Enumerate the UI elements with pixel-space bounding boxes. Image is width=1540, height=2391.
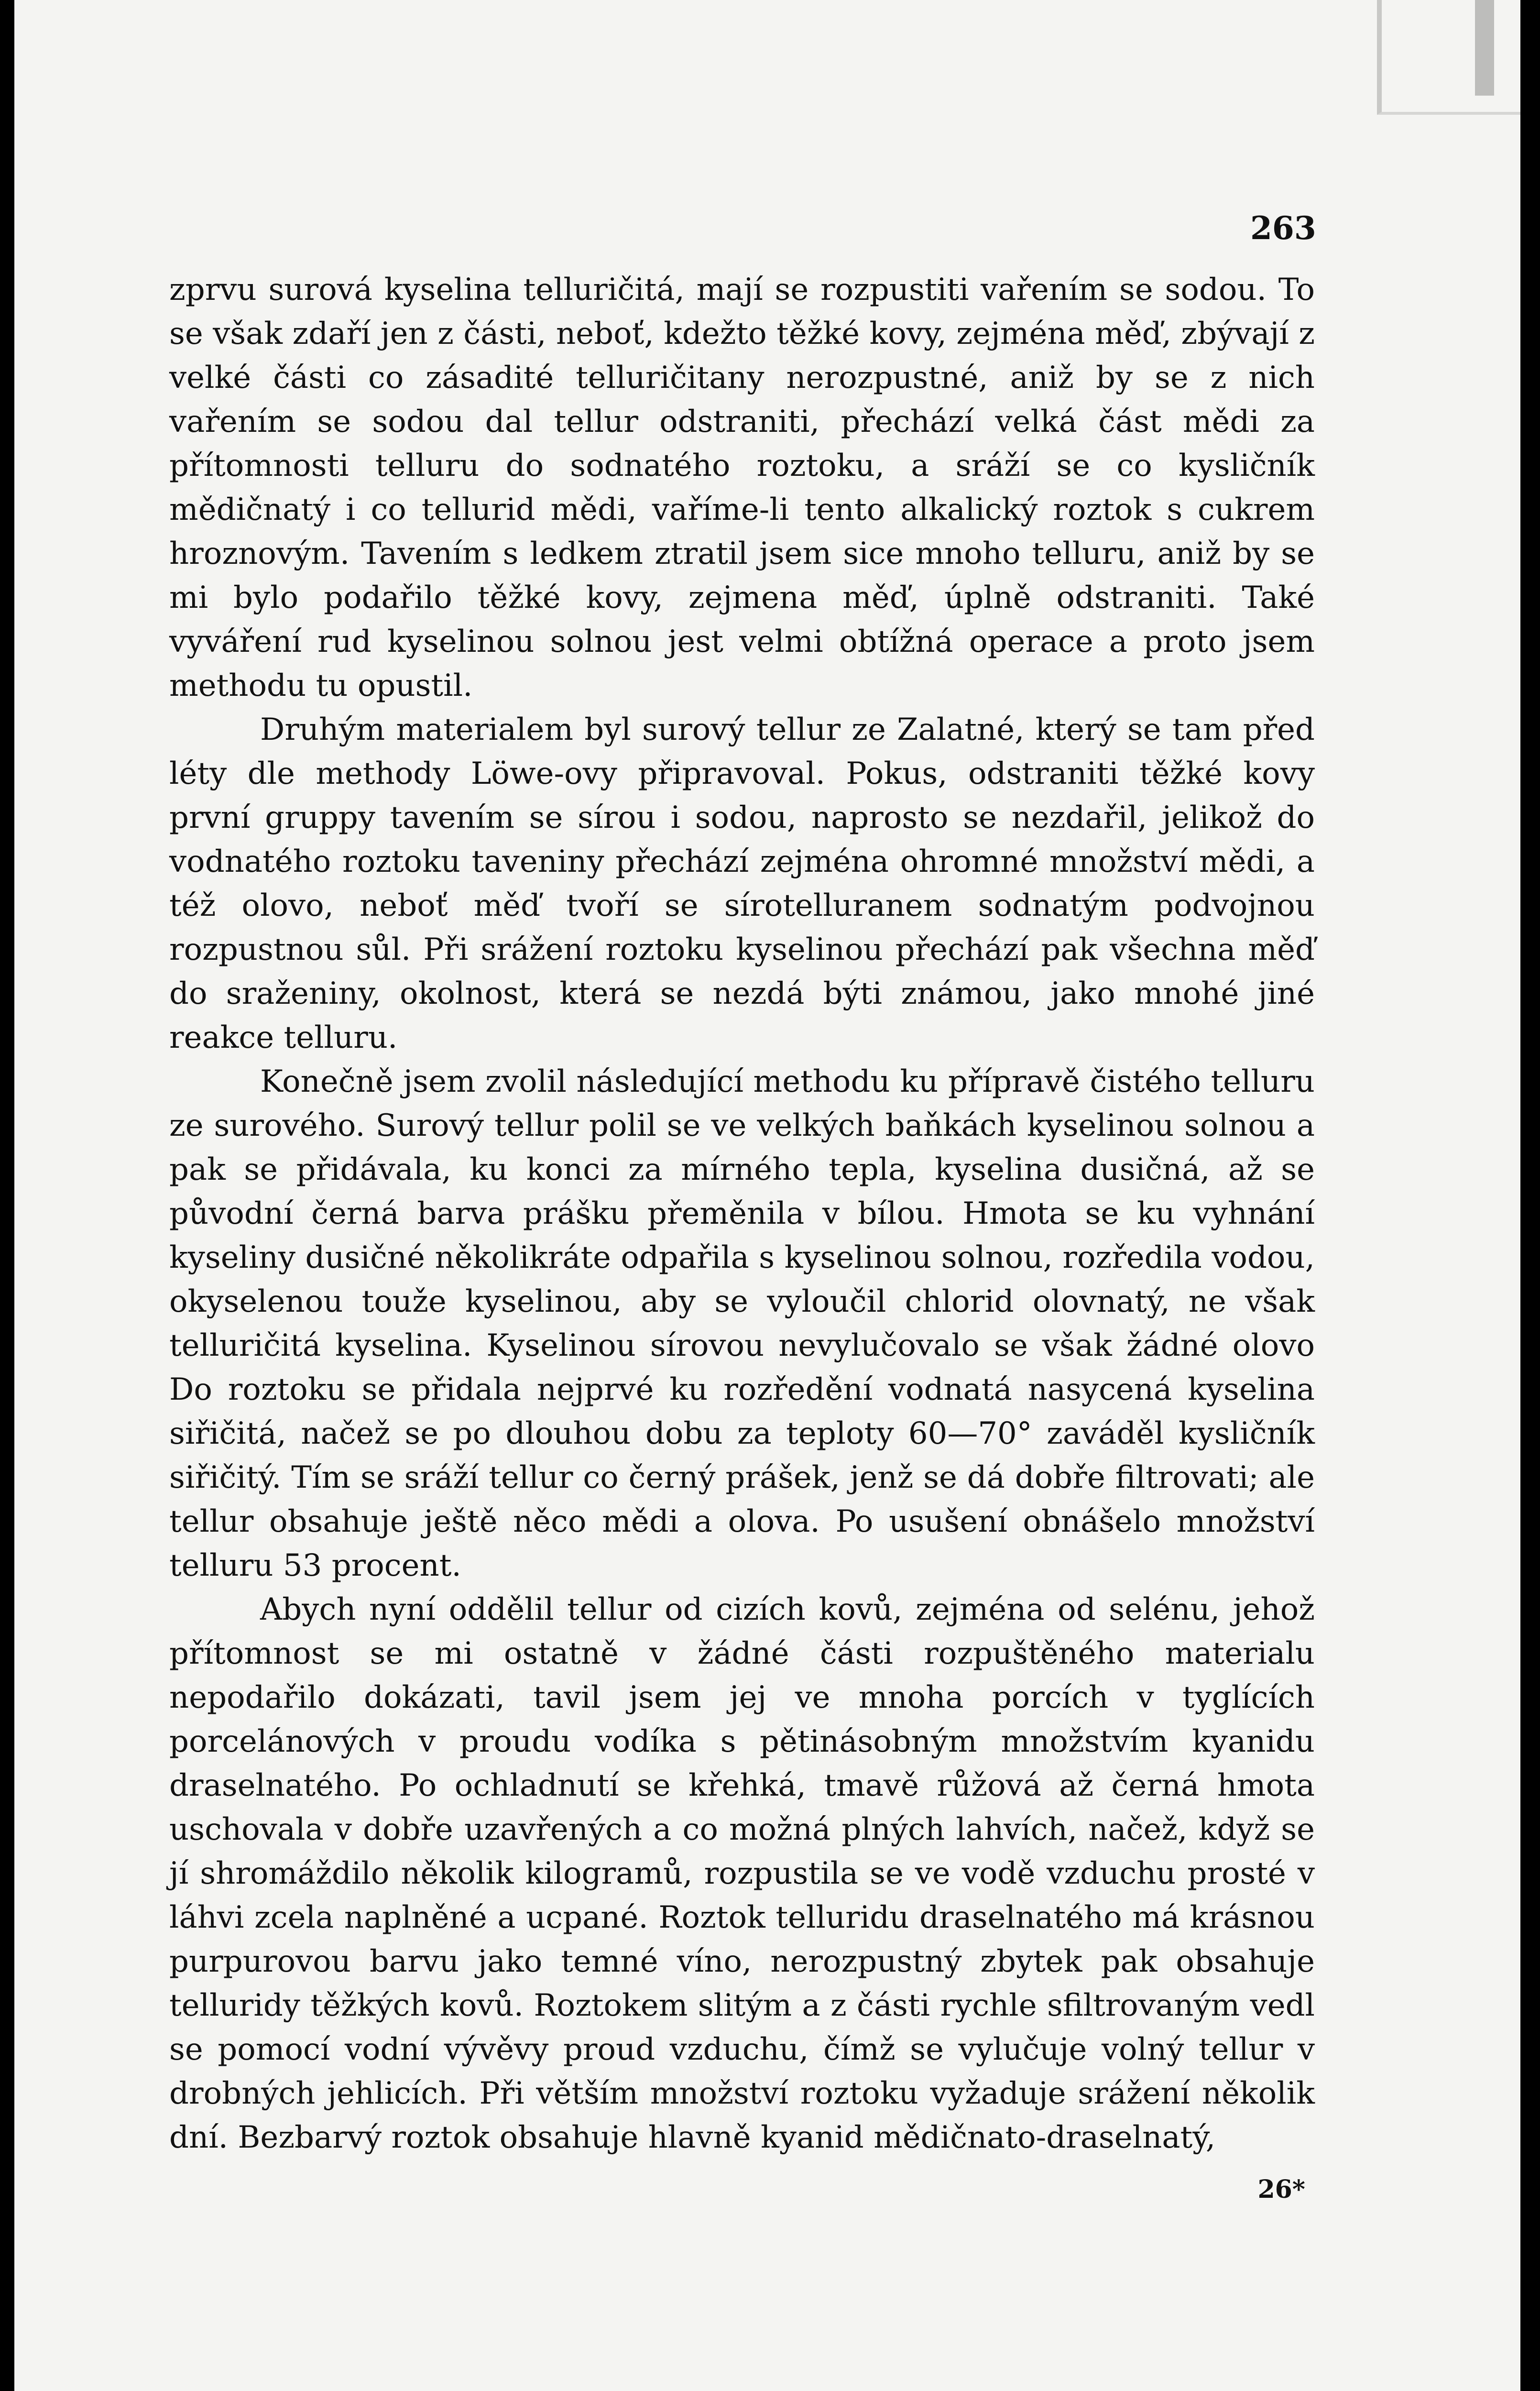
signature-mark: 26* bbox=[1257, 2175, 1305, 2204]
paragraph: zprvu surová kyselina telluričitá, mají se rozpustiti vařením se sodou. To se však zdaří jen z části, neboť, kdežto těžké kovy, zejména měď, zbývají z velké části co zásadité telluričitany nerozpustné, aniž by se z nich vařením se sodou dal tellur odstraniti, přechází velká část mědi za přítomnosti telluru do sodnatého roztoku, a sráží se co kysličník mědičnatý i co tellurid mědi, vaříme-li tento alkalický roztok s cukrem hroznovým. Tavením s ledkem ztratil jsem sice mnoho telluru, aniž by se mi bylo podařilo těžké kovy, zejmena měď, úplně odstraniti. Také vyváření rud kyselinou solnou jest velmi obtížná operace a proto jsem methodu tu opustil. bbox=[169, 272, 1315, 703]
body-text bbox=[169, 268, 1315, 2160]
paragraph: Konečně jsem zvolil následující methodu ku přípravě čistého telluru ze surového. Surový tellur polil se ve velkých baňkách kyselinou solnou a pak se přidávala, ku konci za mírného tepla, kyselina dusičná, až se původní černá barva prášku přeměnila v bílou. Hmota se ku vyhnání kyseliny dusičné několikráte odpařila s kyselinou solnou, rozředila vodou, okyselenou touže kyselinou, aby se vyloučil chlorid olovnatý, ne však telluričitá kyselina. Kyselinou sírovou nevylučovalo se však žádné olovo Do roztoku se přidala nejprvé ku rozředění vodnatá nasycená kyselina siřičitá, načež se po dlouhou dobu za teploty 60—70° zaváděl kysličník siřičitý. Tím se sráží tellur co černý prášek, jenž se dá dobře filtrovati; ale tellur obsahuje ještě něco mědi a olova. Po usušení obnášelo množství telluru 53 procent. bbox=[169, 1064, 1315, 1583]
book-page bbox=[14, 0, 1520, 2391]
page-edge-bar bbox=[1475, 0, 1494, 96]
paragraph: Abych nyní oddělil tellur od cizích kovů, zejména od selénu, jehož přítomnost se mi ostatně v žádné části rozpuštěného materialu nepodařilo dokázati, tavil jsem jej ve mnoha porcích v tyglících porcelánových v proudu vodíka s pětinásobným množstvím kyanidu draselnatého. Po ochladnutí se křehká, tmavě růžová až černá hmota uschovala v dobře uzavřených a co možná plných lahvích, načež, když se jí shromáždilo několik kilogramů, rozpustila se ve vodě vzduchu prosté v láhvi zcela naplněné a ucpané. Roztok telluridu draselnatého má krásnou purpurovou barvu jako temné víno, nerozpustný zbytek pak obsahuje telluridy těžkých kovů. Roztokem slitým a z části rychle sfiltrovaným vedl se pomocí vodní vývěvy proud vzduchu, čímž se vylučuje volný tellur v drobných jehlicích. Při větším množství roztoku vyžaduje srážení několik dní. Bezbarvý roztok obsahuje hlavně kyanid mědičnato-draselnatý, bbox=[169, 1592, 1315, 2155]
page-number: 263 bbox=[1250, 209, 1316, 247]
paragraph: Druhým materialem byl surový tellur ze Zalatné, který se tam před léty dle methody Löwe-ovy připravoval. Pokus, odstraniti těžké kovy první gruppy tavením se sírou i sodou, naprosto se nezdařil, jelikož do vodnatého roztoku taveniny přechází zejména ohromné množství mědi, a též olovo, neboť měď tvoří se sírotelluranem sodnatým podvojnou rozpustnou sůl. Při srážení roztoku kyselinou přechází pak všechna měď do sraženiny, okolnost, která se nezdá býti známou, jako mnohé jiné reakce telluru. bbox=[169, 712, 1315, 1055]
page-edge-mark bbox=[1377, 0, 1520, 115]
